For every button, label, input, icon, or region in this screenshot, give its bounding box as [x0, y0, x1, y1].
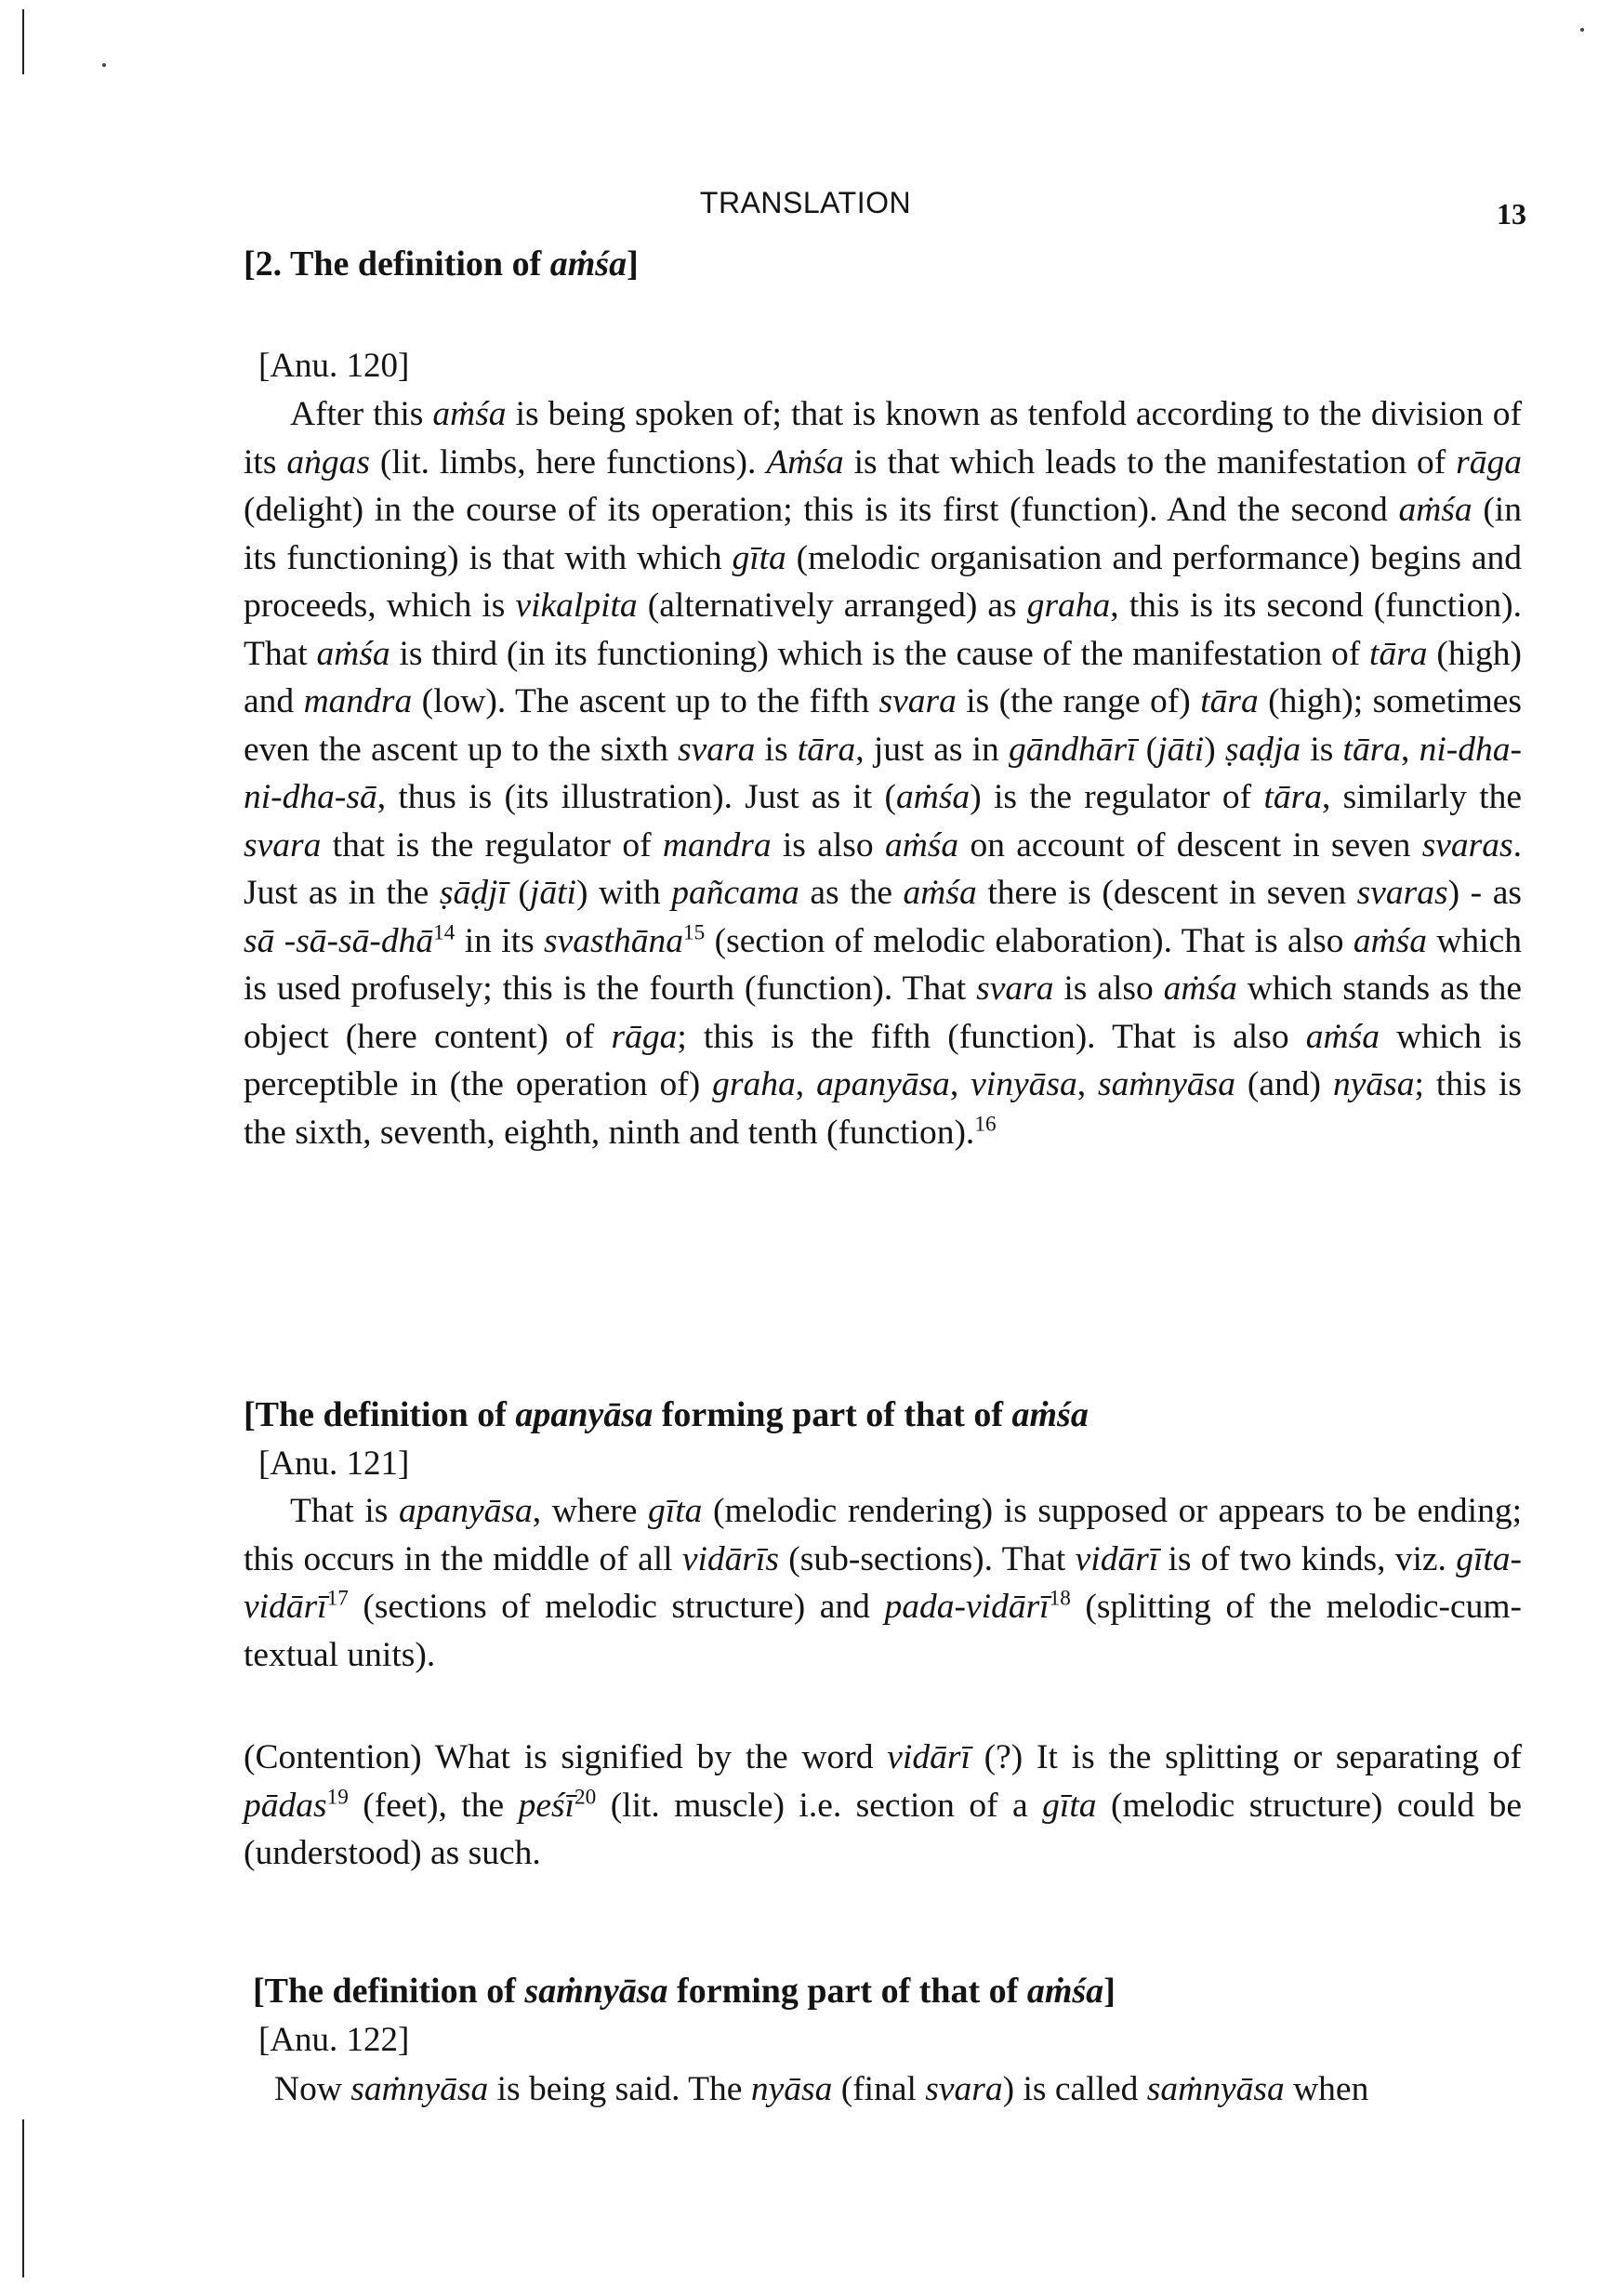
anu-121-label: [Anu. 121]: [258, 1445, 410, 1483]
scan-speck: [102, 63, 106, 67]
scan-edge-mark: [22, 2119, 24, 2277]
scan-edge-mark: [22, 9, 24, 74]
section-heading-apanyasa: [The definition of apanyāsa forming part of that of aṁśa: [244, 1395, 1089, 1434]
paragraph-samnyasa: Now saṁnyāsa is being said. The nyāsa (final svara) is called saṁnyāsa when: [274, 2070, 1369, 2108]
anu-120-label: [Anu. 120]: [258, 347, 410, 385]
section-heading-amsa: [2. The definition of aṁśa]: [244, 244, 639, 284]
anu-122-label: [Anu. 122]: [258, 2021, 410, 2059]
section-heading-samnyasa: [The definition of saṁnyāsa forming part of that of aṁśa]: [253, 1972, 1116, 2011]
scan-speck: [1580, 28, 1584, 32]
paragraph-amsa: After this aṁśa is being spoken of; that is known as tenfold according to the division of its aṅgas (lit. limbs, here functions). Aṁśa is that which leads to the manifestation of rāga (delight) in the course of its operation; this is its first (function). And the second aṁśa (in its functioning) is that with which gīta (melodic organisation and performance) begins and proceeds, which is vikalpita (alternatively arranged) as graha, this is its second (function). That aṁśa is third (in its functioning) which is the cause of the manifestation of tāra (high) and mandra (low). The ascent up to the fifth svara is (the range of) tāra (high); sometimes even the ascent up to the sixth svara is tāra, just as in gāndhārī (jāti) ṣaḍja is tāra, ni-dha-ni-dha-sā, thus is (its illustration). Just as it (aṁśa) is the regulator of tāra, similarly the svara that is the regulator of mandra is also aṁśa on account of descent in seven svaras. Just as in the ṣāḍjī (jāti) with pañcama as the aṁśa there is (descent in seven svaras) - as sā -sā-sā-dhā$^{14}$ in its svasthāna$^{15}$ (section of melodic elaboration). That is also aṁśa which is used profusely; this is the fourth (function). That svara is also aṁśa which stands as the object (here content) of rāga; this is the fifth (function). That is also aṁśa which is perceptible in (the operation of) graha, apanyāsa, vinyāsa, saṁnyāsa (and) nyāsa; this is the sixth, seventh, eighth, ninth and tenth (function).$^{16}$: [244, 395, 1523, 1152]
paragraph-apanyasa: That is apanyāsa, where gīta (melodic rendering) is supposed or appears to be ending; this occurs in the middle of all vidārīs (sub-sections). That vidārī is of two kinds, viz. gīta-vidārī$^{17}$ (sections of melodic structure) and pada-vidārī$^{18}$ (splitting of the melodic-cum-textual units).: [244, 1492, 1523, 1674]
page-number: 13: [1497, 197, 1526, 231]
paragraph-contention: (Contention) What is signified by the word vidārī (?) It is the splitting or separating of pādas$^{19}$ (feet), the peśī$^{20}$ (lit. muscle) i.e. section of a gīta (melodic structure) could be (understood) as such.: [244, 1738, 1522, 1872]
running-head: TRANSLATION: [699, 186, 912, 219]
